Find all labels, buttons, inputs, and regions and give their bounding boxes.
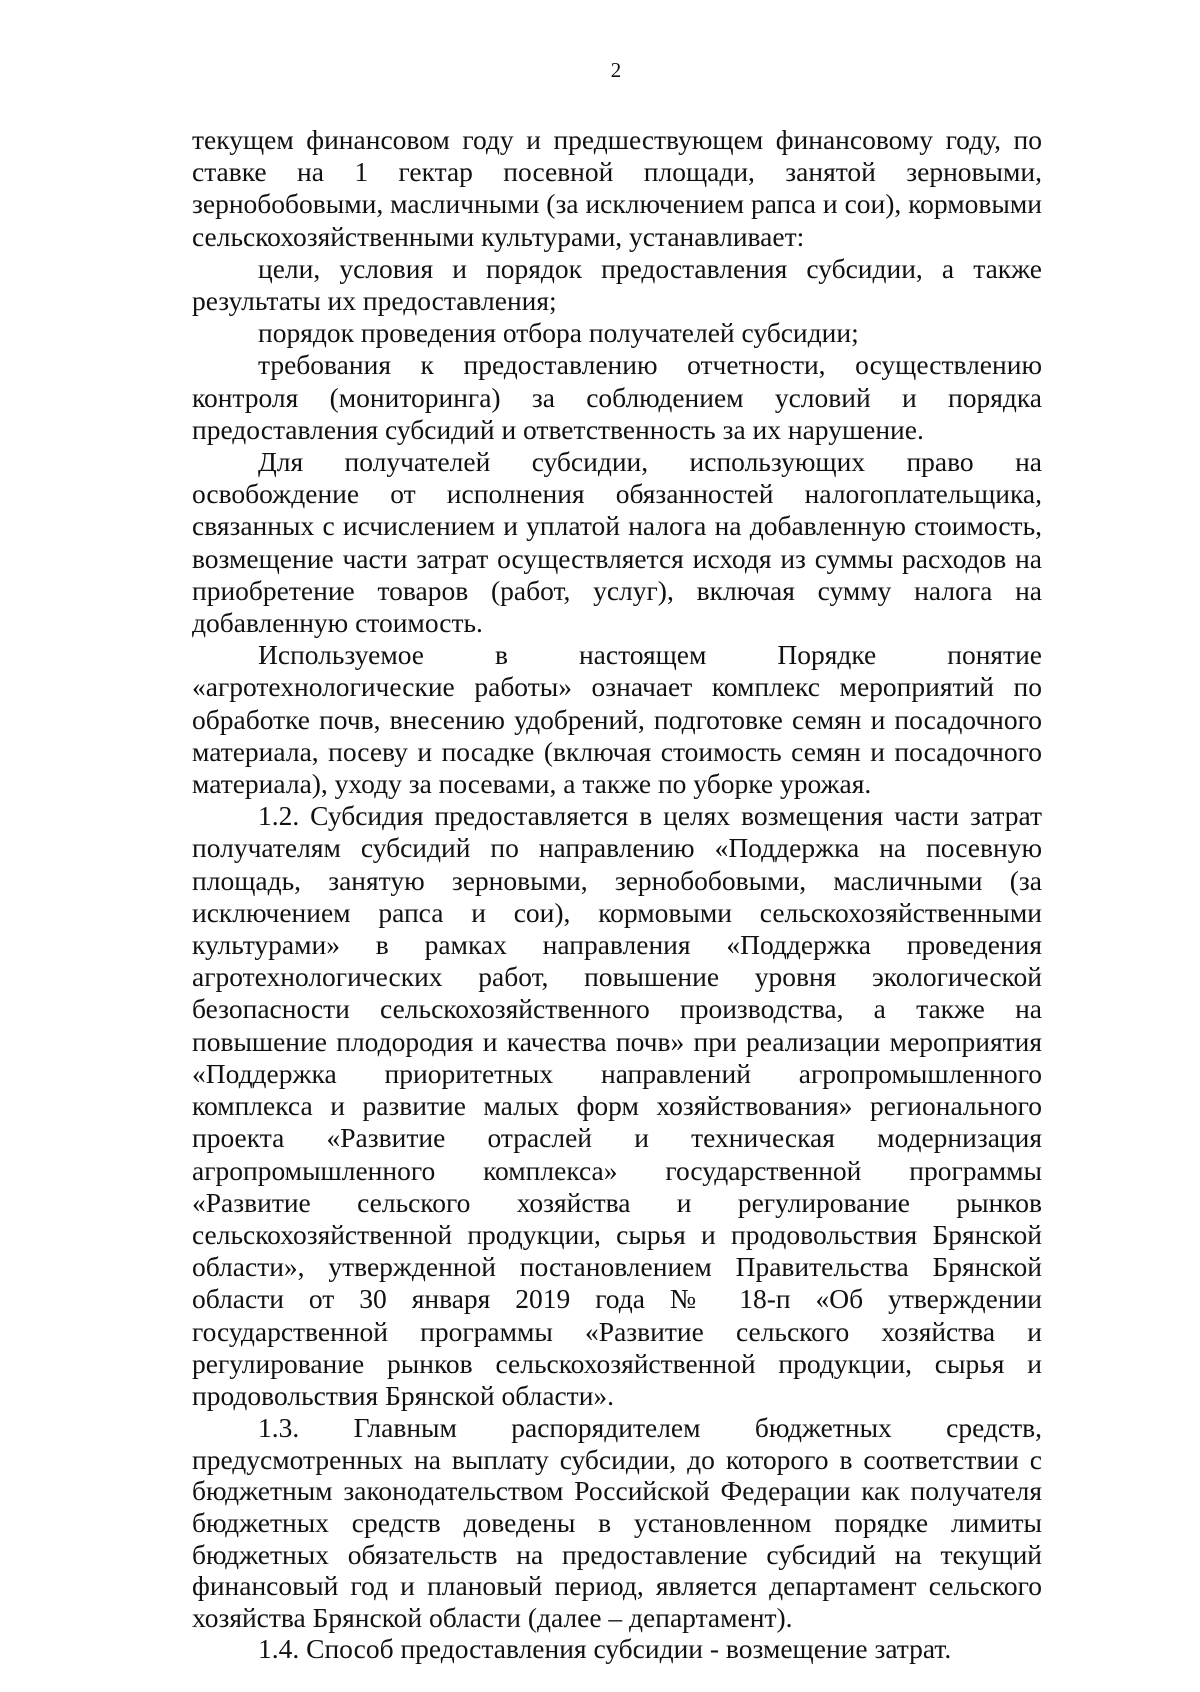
paragraph-section-1-4: 1.4. Способ предоставления субсидии - возмещение затрат. (258, 1633, 952, 1665)
document-body (192, 124, 1042, 1665)
paragraph-reporting-requirements: требования к предоставлению отчетности, осуществлению контроля (мониторинга) за соблюдением условий и порядка предоставления субсидий и ответственность за их нарушение. (192, 349, 1042, 445)
paragraph-agrotech-definition: Используемое в настоящем Порядке понятие «агротехнологические работы» означает комплекс мероприятий по обработке почв, внесению удобрений, подготовке семян и посадочного материала, посеву и посадке (включая стоимость семян и посадочного материала), уходу за посевами, а также по уборке урожая. (192, 639, 1042, 800)
paragraph-vat-exemption: Для получателей субсидии, использующих право на освобождение от исполнения обязанностей налогоплательщика, связанных с исчислением и уплатой налога на добавленную стоимость, возмещение части затрат осуществляется исходя из суммы расходов на приобретение товаров (работ, услуг), включая сумму налога на добавленную стоимость. (192, 446, 1042, 639)
paragraph-section-1-2: 1.2. Субсидия предоставляется в целях возмещения части затрат получателям субсидий по направлению «Поддержка на посевную площадь, занятую зерновыми, зернобобовыми, масличными (за исключением рапса и сои), кормовыми сельскохозяйственными культурами» в рамках направления «Поддержка проведения агротехнологических работ, повышение уровня экологической безопасности сельскохозяйственного производства, а также на повышение плодородия и качества почв» при реализации мероприятия «Поддержка приоритетных направлений агропромышленного комплекса и развитие малых форм хозяйствования» регионального проекта «Развитие отраслей и техническая модернизация агропромышленного комплекса» государственной программы «Развитие сельского хозяйства и регулирование рынков сельскохозяйственной продукции, сырья и продовольствия Брянской области», утвержденной постановлением Правительства Брянской области от 30 января 2019 года № 18-п «Об утверждении государственной программы «Развитие сельского хозяйства и регулирование рынков сельскохозяйственной продукции, сырья и продовольствия Брянской области». (192, 800, 1042, 1411)
paragraph-section-1-3: 1.3. Главным распорядителем бюджетных средств, предусмотренных на выплату субсидии, до которого в соответствии с бюджетным законодательством Российской Федерации как получателя бюджетных средств доведены в установленном порядке лимиты бюджетных обязательств на предоставление субсидий на текущий финансовый год и плановый период, является департамент сельского хозяйства Брянской области (далее – департамент). (192, 1412, 1042, 1633)
page-number: 2 (610, 58, 622, 82)
paragraph-goals: цели, условия и порядок предоставления субсидии, а также результаты их предоставления; (192, 252, 1042, 317)
paragraph-selection-procedure: порядок проведения отбора получателей субсидии; (258, 317, 859, 349)
paragraph-continuation: текущем финансовом году и предшествующем финансовому году, по ставке на 1 гектар посевной площади, занятой зерновыми, зернобобовыми, масличными (за исключением рапса и сои), кормовыми сельскохозяйственными культурами, устанавливает: (192, 124, 1042, 252)
